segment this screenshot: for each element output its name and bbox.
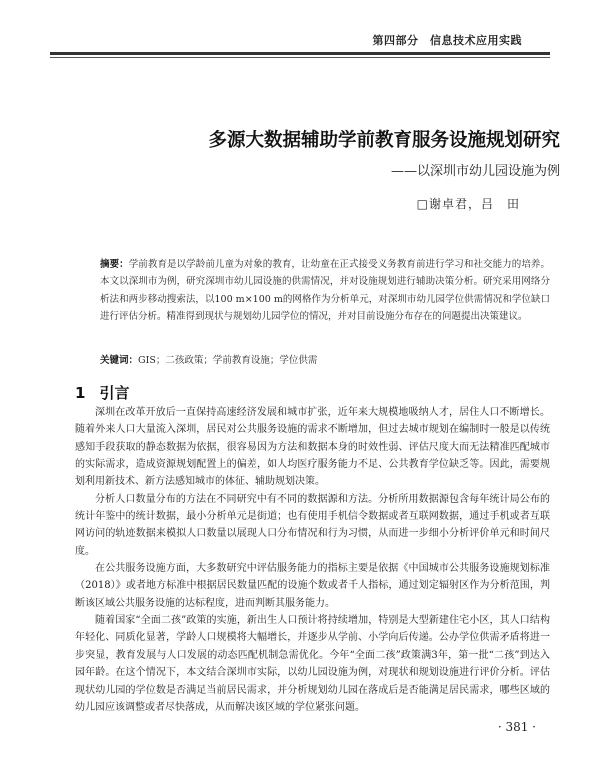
keywords-text: GIS；二孩政策；学前教育设施；学位供需 xyxy=(138,355,318,366)
abstract-label: 摘要： xyxy=(100,259,129,270)
section-number: 1 xyxy=(75,384,86,402)
article-subtitle: ——以深圳市幼儿园设施为例 xyxy=(390,164,560,179)
body-paragraph: 深圳在改革开放后一直保持高速经济发展和城市扩张，近年来大规模地吸纳人才，居住人口不断增长。随着外来人口大量流入深圳，居民对公共服务设施的需求不断增加，但过去城市规划在编制时一般是以传统感知手段获取的静态数据为依据，很容易因为方法和数据本身的时效性弱、评估尺度大而无法精准匹配城市的实际需求，造成资源规划配置上的偏差，如人均医疗服务能力不足、公共教育学位缺乏等。因此，需要规划利用新技术、新方法感知城市的体征、辅助规划决策。 xyxy=(75,407,550,488)
section-heading xyxy=(75,382,129,403)
abstract xyxy=(100,256,550,326)
page-number: · 381 · xyxy=(497,720,536,734)
body-paragraph: 在公共服务设施方面，大多数研究中评估服务能力的指标主要是依据《中国城市公共服务设施规划标准（2018）》或者地方标准中根据居民数量匹配的设施个数或者千人指标，通过划定辐射区作为分析范围，判断该区域公共服务设施的达标程度，进而判断其服务能力。 xyxy=(75,563,550,609)
article-authors: □谢卓君，吕 田 xyxy=(416,197,520,211)
section-title: 引言 xyxy=(99,384,130,402)
running-header xyxy=(50,28,550,54)
keywords-label: 关键词： xyxy=(100,355,139,366)
body-paragraph: 分析人口数量分布的方法在不同研究中有不同的数据源和方法。分析所用数据源包含每年统计局公布的统计年鉴中的统计数据，最小分析单元是街道；也有使用手机信令数据或者互联网数据，通过手机或者互联网访问的轨迹数据来模拟人口数量以展现人口分布情况和行为习惯，从而进一步细小分析评价单元和时间尺度。 xyxy=(75,493,550,557)
header-rule-thick xyxy=(50,52,550,55)
keywords xyxy=(100,352,550,369)
running-header-section: 第四部分 信息技术应用实践 xyxy=(372,34,522,47)
body-paragraph: 随着国家“全面二孩”政策的实施，新出生人口预计将持续增加，特别是大型新建住宅小区，其人口结构年轻化、同质化显著，学龄人口规模将大幅增长，并逐步从学前、小学向后传递。公办学位供需矛盾将进一步突显，教育发展与人口发展的动态匹配机制急需优化。今年“全面二孩”政策满3年，第一批“二孩”到达入园年龄。在这个情况下，本文结合深圳市实际，以幼儿园设施为例，对现状和规划设施进行评价分析。评估现状幼儿园的学位数是否满足当前居民需求，并分析规划幼儿园在落成后是否能满足居民需求，哪些区域的幼儿园应该调整或者尽快落成，从而解决该区域的学位紧张问题。 xyxy=(75,615,550,713)
abstract-text: 学前教育是以学龄前儿童为对象的教育，让幼童在正式接受义务教育前进行学习和社交能力的培养。本文以深圳市为例，研究深圳市幼儿园设施的供需情况，并对设施规划进行辅助决策分析。研究采用网络分析法和两步移动搜索法，以100 m×100 m的网格作为分析单元，对深圳市幼儿园学位供需情况和学位缺口进行评估分析。精准得到现状与规划幼儿园学位的情况，并对目前设施分布存在的问题提出决策建议。 xyxy=(100,259,550,323)
header-rule-thin xyxy=(50,57,550,58)
section-body xyxy=(75,404,550,716)
article-title: 多源大数据辅助学前教育服务设施规划研究 xyxy=(208,130,560,151)
